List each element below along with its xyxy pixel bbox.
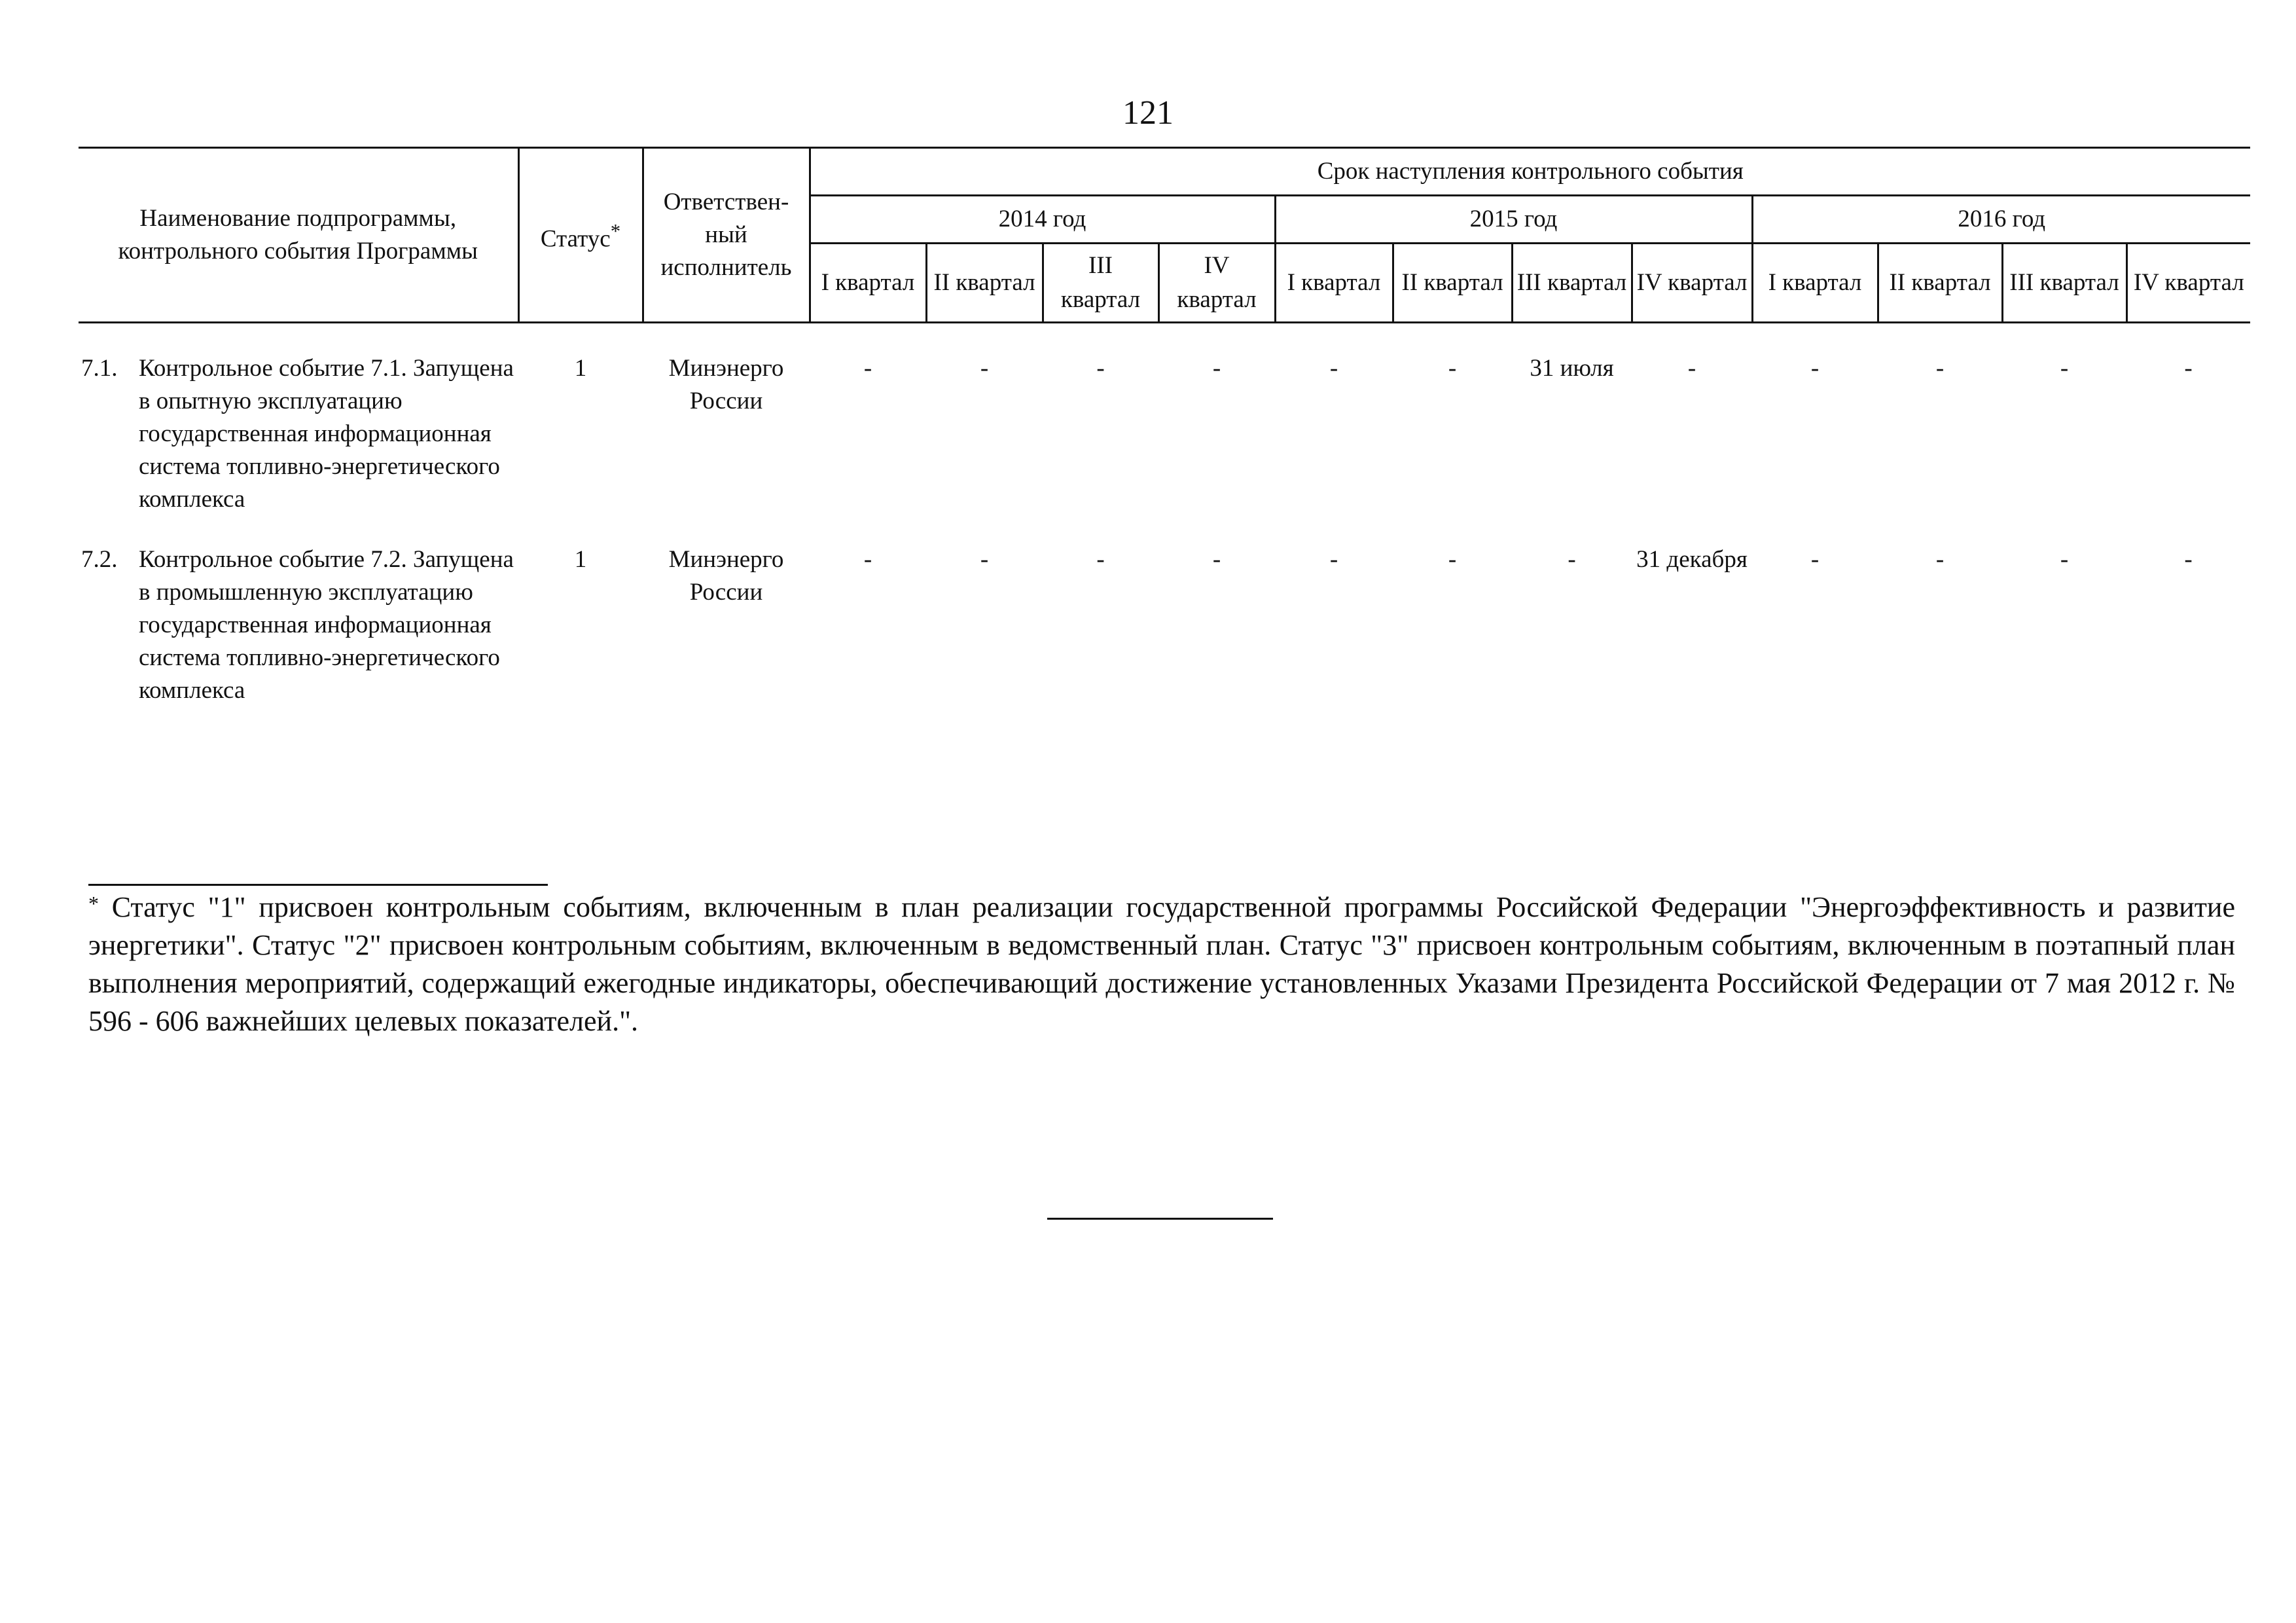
header-year-2014: 2014 год [810, 196, 1275, 244]
table-row [79, 543, 2250, 707]
header-quarter: I квартал [1752, 244, 1878, 323]
header-quarter: IV квартал [1158, 244, 1275, 323]
header-quarter: I квартал [810, 244, 926, 323]
event-name-cell [79, 352, 518, 543]
quarter-value: 31 декабря [1636, 546, 1748, 573]
quarter-value: - [863, 355, 872, 382]
quarter-value: - [1448, 546, 1457, 573]
footnote-mark: * [88, 892, 99, 915]
quarter-value: - [980, 546, 989, 573]
footnote-divider [88, 884, 548, 886]
responsible-value: Минэнерго России [668, 355, 784, 414]
quarter-value: - [1687, 355, 1696, 382]
header-year-2016: 2016 год [1752, 196, 2250, 244]
row-number: 7.1. [81, 355, 118, 382]
quarter-value: - [1935, 355, 1945, 382]
header-deadline: Срок наступления контрольного события [810, 148, 2250, 196]
quarter-value: - [1096, 546, 1105, 573]
header-quarter: II квартал [926, 244, 1043, 323]
event-name-cell [79, 543, 518, 707]
quarter-value: - [1810, 355, 1820, 382]
header-responsible: Ответствен-ный исполнитель [643, 148, 810, 323]
footnote-text: Статус "1" присвоен контрольным событиям, включенным в план реализации государственной программы Российской Федерации "Энергоэффективность и развитие энергетики". Статус "2" присвоен контрольным событиям, включенным в ведомственный план. Статус "3" присвоен контрольным событиям, включенным в поэтапный план выполнения мероприятий, содержащий ежегодные индикаторы, обеспечивающий достижение установленных Указами Президента Российской Федерации от 7 мая 2012 г. № 596 - 606 важнейших целевых показателей.". [88, 891, 2235, 1037]
quarter-value: - [2184, 355, 2193, 382]
quarter-value: - [980, 355, 989, 382]
event-name: Контрольное событие 7.1. Запущена в опытную эксплуатацию государственная информационная система топливно-энергетического комплекса [139, 355, 514, 513]
quarter-value: - [1935, 546, 1945, 573]
header-quarter: II квартал [1878, 244, 2002, 323]
status-value: 1 [574, 355, 587, 382]
header-quarter: III квартал [1043, 244, 1158, 323]
page-number: 121 [1122, 94, 1174, 132]
header-status-mark: * [610, 219, 621, 242]
quarter-value: - [1212, 546, 1221, 573]
control-events-table [79, 147, 2250, 707]
header-quarter: I квартал [1275, 244, 1393, 323]
responsible-value: Минэнерго России [668, 546, 784, 606]
table-row [79, 352, 2250, 543]
end-divider [1047, 1218, 1273, 1220]
header-name: Наименование подпрограммы, контрольного события Программы [79, 148, 518, 323]
quarter-value: - [2060, 546, 2069, 573]
quarter-value: - [1329, 355, 1338, 382]
quarter-value: - [1096, 355, 1105, 382]
row-number: 7.2. [81, 546, 118, 573]
quarter-value: - [863, 546, 872, 573]
quarter-value: - [1448, 355, 1457, 382]
header-quarter: III квартал [1512, 244, 1632, 323]
header-status [518, 148, 643, 323]
quarter-value: - [1212, 355, 1221, 382]
quarter-value: - [2060, 355, 2069, 382]
header-quarter: IV квартал [2126, 244, 2250, 323]
header-quarter: III квартал [2002, 244, 2126, 323]
event-name: Контрольное событие 7.2. Запущена в промышленную эксплуатацию государственная информационная система топливно-энергетического комплекса [139, 546, 514, 704]
footnote [88, 888, 2235, 1040]
quarter-value: - [1568, 546, 1576, 573]
quarter-value: 31 июля [1530, 355, 1614, 382]
header-year-2015: 2015 год [1275, 196, 1752, 244]
quarter-value: - [2184, 546, 2193, 573]
header-status-label: Статус [540, 225, 611, 253]
quarter-value: - [1810, 546, 1820, 573]
quarter-value: - [1329, 546, 1338, 573]
header-quarter: IV квартал [1632, 244, 1752, 323]
status-value: 1 [574, 546, 587, 573]
header-quarter: II квартал [1393, 244, 1512, 323]
